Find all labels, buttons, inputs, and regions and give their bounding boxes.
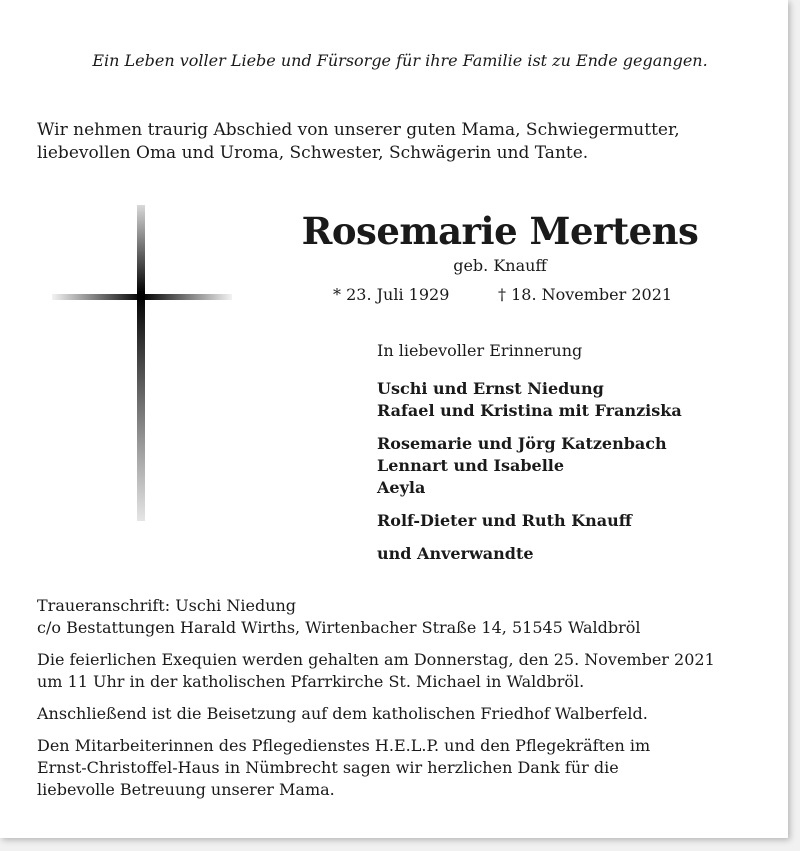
intro-line: Wir nehmen traurig Abschied von unserer guten Mama, Schwiegermutter, xyxy=(37,120,680,140)
thanks-note xyxy=(37,735,757,801)
maiden-name: geb. Knauff xyxy=(453,256,547,275)
funeral-service-info xyxy=(37,649,757,693)
family-group xyxy=(377,433,682,499)
family-line: Rafael und Kristina mit Franziska xyxy=(377,401,682,420)
family-group xyxy=(377,510,682,532)
family-line: Uschi und Ernst Niedung xyxy=(377,379,604,398)
death-date: † 18. November 2021 xyxy=(498,285,673,304)
family-line: Rosemarie und Jörg Katzenbach xyxy=(377,434,667,453)
family-line: Lennart und Isabelle xyxy=(377,456,565,475)
footer-line: liebevolle Betreuung unserer Mama. xyxy=(37,780,335,799)
footer-line: Traueranschrift: Uschi Niedung xyxy=(37,596,297,615)
mourning-address xyxy=(37,595,757,639)
cross-icon xyxy=(52,205,232,521)
intro-line: liebevollen Oma und Uroma, Schwester, Schwägerin und Tante. xyxy=(37,143,589,163)
motto-line: Ein Leben voller Liebe und Fürsorge für ihre Familie ist zu Ende gegangen. xyxy=(92,51,708,70)
footer-line: Die feierlichen Exequien werden gehalten am Donnerstag, den 25. November 2021 xyxy=(37,650,715,669)
family-line: Aeyla xyxy=(377,478,426,497)
burial-info xyxy=(37,703,757,725)
footer-line: Den Mitarbeiterinnen des Pflegedienstes H.E.L.P. und den Pflegekräften im xyxy=(37,736,651,755)
footer-line: Anschließend ist die Beisetzung auf dem katholischen Friedhof Walberfeld. xyxy=(37,704,648,723)
family-list xyxy=(377,378,682,576)
deceased-name: Rosemarie Mertens xyxy=(301,209,699,253)
family-group xyxy=(377,378,682,422)
family-group xyxy=(377,543,682,565)
intro-text xyxy=(37,119,757,165)
birth-date: * 23. Juli 1929 xyxy=(333,285,450,304)
footer-line: Ernst-Christoffel-Haus in Nümbrecht sagen wir herzlichen Dank für die xyxy=(37,758,619,777)
family-line: und Anverwandte xyxy=(377,544,534,563)
footer-line: um 11 Uhr in der katholischen Pfarrkirche St. Michael in Waldbröl. xyxy=(37,672,585,691)
footer-line: c/o Bestattungen Harald Wirths, Wirtenbacher Straße 14, 51545 Waldbröl xyxy=(37,618,641,637)
family-line: Rolf-Dieter und Ruth Knauff xyxy=(377,511,632,530)
footer-text xyxy=(37,595,757,811)
memory-label: In liebevoller Erinnerung xyxy=(377,341,583,360)
